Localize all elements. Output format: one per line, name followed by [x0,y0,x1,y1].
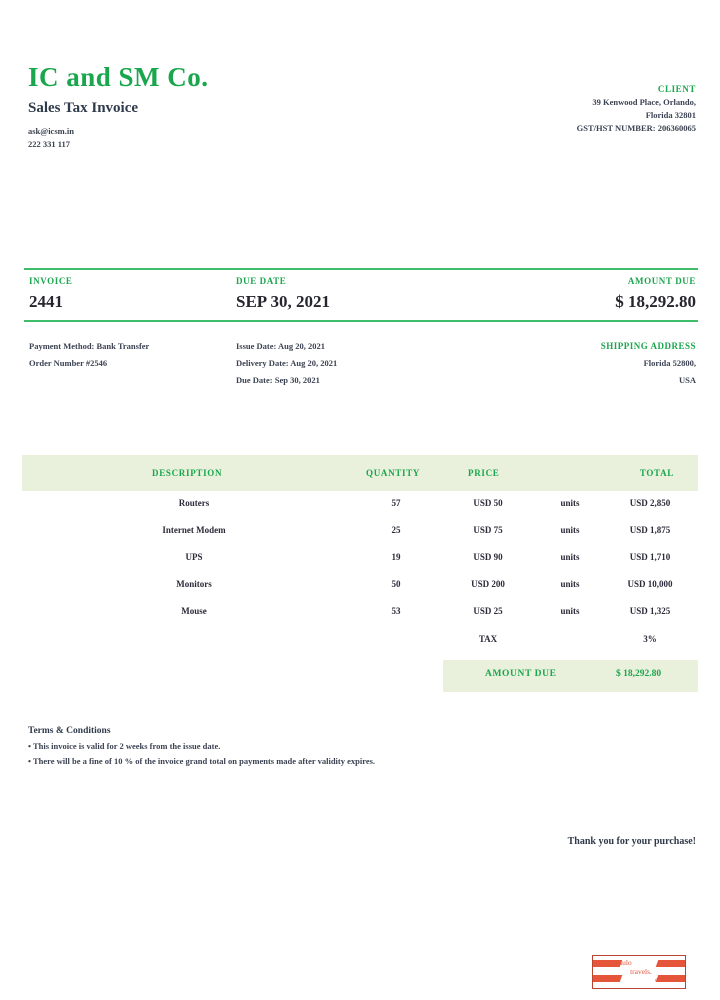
logo-text [613,959,669,985]
client-block [577,83,696,135]
logo-text-line-2: travels. [630,966,652,976]
cell-description: Routers [178,498,210,508]
logo-text-line-1: paulo [615,958,632,967]
payment-method: Payment Method: Bank Transfer [29,341,150,351]
items-table-body [22,493,698,628]
client-address-line-1: 39 Kenwood Place, Orlando, [592,97,696,107]
issue-date: Issue Date: Aug 20, 2021 [236,341,326,351]
amount-due-value: $ 18,292.80 [615,292,696,311]
amount-due-bar-value: $ 18,292.80 [616,669,662,679]
cell-price: USD 75 [473,525,503,535]
payment-details [29,338,149,372]
cell-description: Mouse [181,606,207,616]
document-subtitle: Sales Tax Invoice [28,100,139,116]
delivery-date: Delivery Date: Aug 20, 2021 [236,358,338,368]
cell-unit: units [560,606,580,616]
cell-price: USD 25 [473,606,503,616]
tax-row [22,628,698,656]
table-row [22,493,698,520]
shipping-address-line-2: USA [678,375,696,385]
summary-bottom-divider [24,320,698,322]
shipping-address-title: SHIPPING ADDRESS [600,341,696,351]
cell-quantity: 50 [391,579,401,589]
date-details [236,338,337,389]
cell-price: USD 90 [473,552,503,562]
cell-price: USD 200 [471,579,505,589]
shipping-address-block [601,338,696,389]
client-title: CLIENT [657,84,696,94]
cell-price: USD 50 [473,498,503,508]
client-tax-id: GST/HST NUMBER: 206360065 [576,123,696,133]
cell-unit: units [560,552,580,562]
logo-text-line-3: com [655,975,668,984]
client-address-line-2: Florida 32801 [645,110,696,120]
table-row [22,601,698,628]
cell-total: USD 1,875 [629,525,671,535]
cell-quantity: 19 [391,552,401,562]
cell-quantity: 57 [391,498,401,508]
thank-you-note: Thank you for your purchase! [567,836,696,847]
cell-total: USD 1,710 [629,552,671,562]
shipping-address-line-1: Florida 52800, [643,358,696,368]
tax-label: TAX [478,634,498,644]
cell-description: Monitors [176,579,212,589]
column-header-price: PRICE [468,468,500,478]
items-table-header-band [22,455,698,491]
company-name: IC and SM Co. [28,62,209,92]
column-header-description: DESCRIPTION [152,468,223,478]
tax-value: 3% [643,634,657,644]
invoice-number: 2441 [29,292,63,311]
cell-description: UPS [185,552,203,562]
order-number: Order Number #2546 [29,358,108,368]
company-phone: 222 331 117 [28,139,71,149]
amount-due-label: AMOUNT DUE [627,276,696,286]
table-row [22,574,698,601]
due-date: Due Date: Sep 30, 2021 [236,375,320,385]
cell-description: Internet Modem [162,525,226,535]
cell-quantity: 53 [391,606,401,616]
cell-quantity: 25 [391,525,401,535]
table-row [22,520,698,547]
cell-unit: units [560,579,580,589]
terms-item: • There will be a fine of 10 % of the invoice grand total on payments made after validity expires. [28,756,376,766]
due-date-label: DUE DATE [236,276,287,286]
terms-and-conditions [28,724,375,769]
cell-total: USD 1,325 [629,606,671,616]
terms-item: • This invoice is valid for 2 weeks from the issue date. [28,741,221,751]
column-header-total: TOTAL [639,468,674,478]
table-row [22,547,698,574]
summary-top-divider [24,268,698,270]
column-header-quantity: QUANTITY [366,468,421,478]
terms-title: Terms & Conditions [28,726,111,736]
paulo-travels-logo [592,955,686,989]
invoice-label: INVOICE [29,276,73,286]
cell-unit: units [560,498,580,508]
cell-unit: units [560,525,580,535]
amount-due-bar-label: AMOUNT DUE [485,669,557,679]
cell-total: USD 10,000 [627,579,673,589]
cell-total: USD 2,850 [629,498,671,508]
due-date-value: SEP 30, 2021 [236,292,330,311]
company-email: ask@icsm.in [28,126,74,136]
